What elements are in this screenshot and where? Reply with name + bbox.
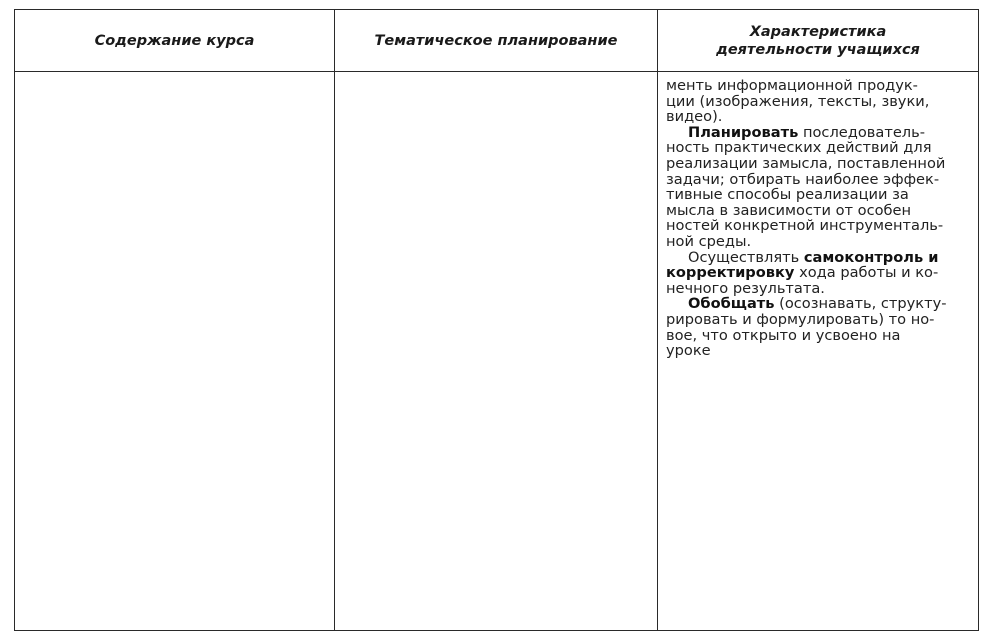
activity-text-line xyxy=(666,156,974,172)
activity-text: хода работы и ко- xyxy=(794,265,939,281)
header-student-activity xyxy=(658,10,979,72)
activity-text-line xyxy=(666,140,974,156)
activity-text: ность практических действий для xyxy=(666,140,932,156)
activity-text-line xyxy=(666,172,974,188)
course-table xyxy=(14,9,979,631)
activity-text: мысла в зависимости от особен xyxy=(666,202,912,219)
activity-text: менть информационной продук- xyxy=(666,78,918,94)
activity-text: реализации замысла, поставленной xyxy=(666,155,946,172)
activity-text: видео). xyxy=(666,109,723,125)
activity-text: рировать и формулировать) то но- xyxy=(666,311,935,328)
activity-text-line xyxy=(666,250,974,266)
activity-text-line xyxy=(666,312,974,328)
activity-keyword: самоконтроль и xyxy=(803,249,939,266)
activity-text: (осознавать, структу- xyxy=(774,296,947,312)
activity-keyword: Обобщать xyxy=(688,296,775,312)
activity-text: уроке xyxy=(666,343,711,359)
activity-text: ностей конкретной инструменталь- xyxy=(666,218,944,234)
activity-keyword: корректировку xyxy=(666,265,795,281)
activity-text: нечного результата. xyxy=(666,280,825,297)
header-student-activity-line1: Характеристика xyxy=(749,23,887,40)
activity-text: Осуществлять xyxy=(688,249,804,266)
activity-text-line xyxy=(666,328,974,344)
header-student-activity-line2: деятельности учащихся xyxy=(716,41,920,58)
activity-text-line xyxy=(666,296,974,312)
activity-text: задачи; отбирать наиболее эффек- xyxy=(666,171,940,188)
activity-text-line xyxy=(666,265,974,281)
table-header-row xyxy=(15,10,979,72)
activity-text: тивные способы реализации за xyxy=(666,187,909,203)
activity-text: ной среды. xyxy=(666,233,752,250)
activity-keyword: Планировать xyxy=(688,124,799,141)
activity-text-line xyxy=(666,343,974,359)
activity-text-line xyxy=(666,109,974,125)
activity-text-line xyxy=(666,125,974,141)
cell-student-activity xyxy=(658,72,979,631)
header-course-content: Содержание курса xyxy=(15,10,335,72)
activity-text-line xyxy=(666,78,974,94)
cell-course-content xyxy=(15,72,335,631)
activity-text-line xyxy=(666,94,974,110)
activity-text-line xyxy=(666,281,974,297)
activity-text-line xyxy=(666,234,974,250)
activity-text: ции (изображения, тексты, звуки, xyxy=(666,93,930,110)
activity-text-line xyxy=(666,203,974,219)
header-thematic-planning: Тематическое планирование xyxy=(335,10,658,72)
activity-text: последователь- xyxy=(798,124,925,141)
cell-thematic-planning xyxy=(335,72,658,631)
activity-text-line xyxy=(666,187,974,203)
activity-text: вое, что открыто и усвоено на xyxy=(666,327,901,344)
table-row xyxy=(15,72,979,631)
activity-text-line xyxy=(666,218,974,234)
